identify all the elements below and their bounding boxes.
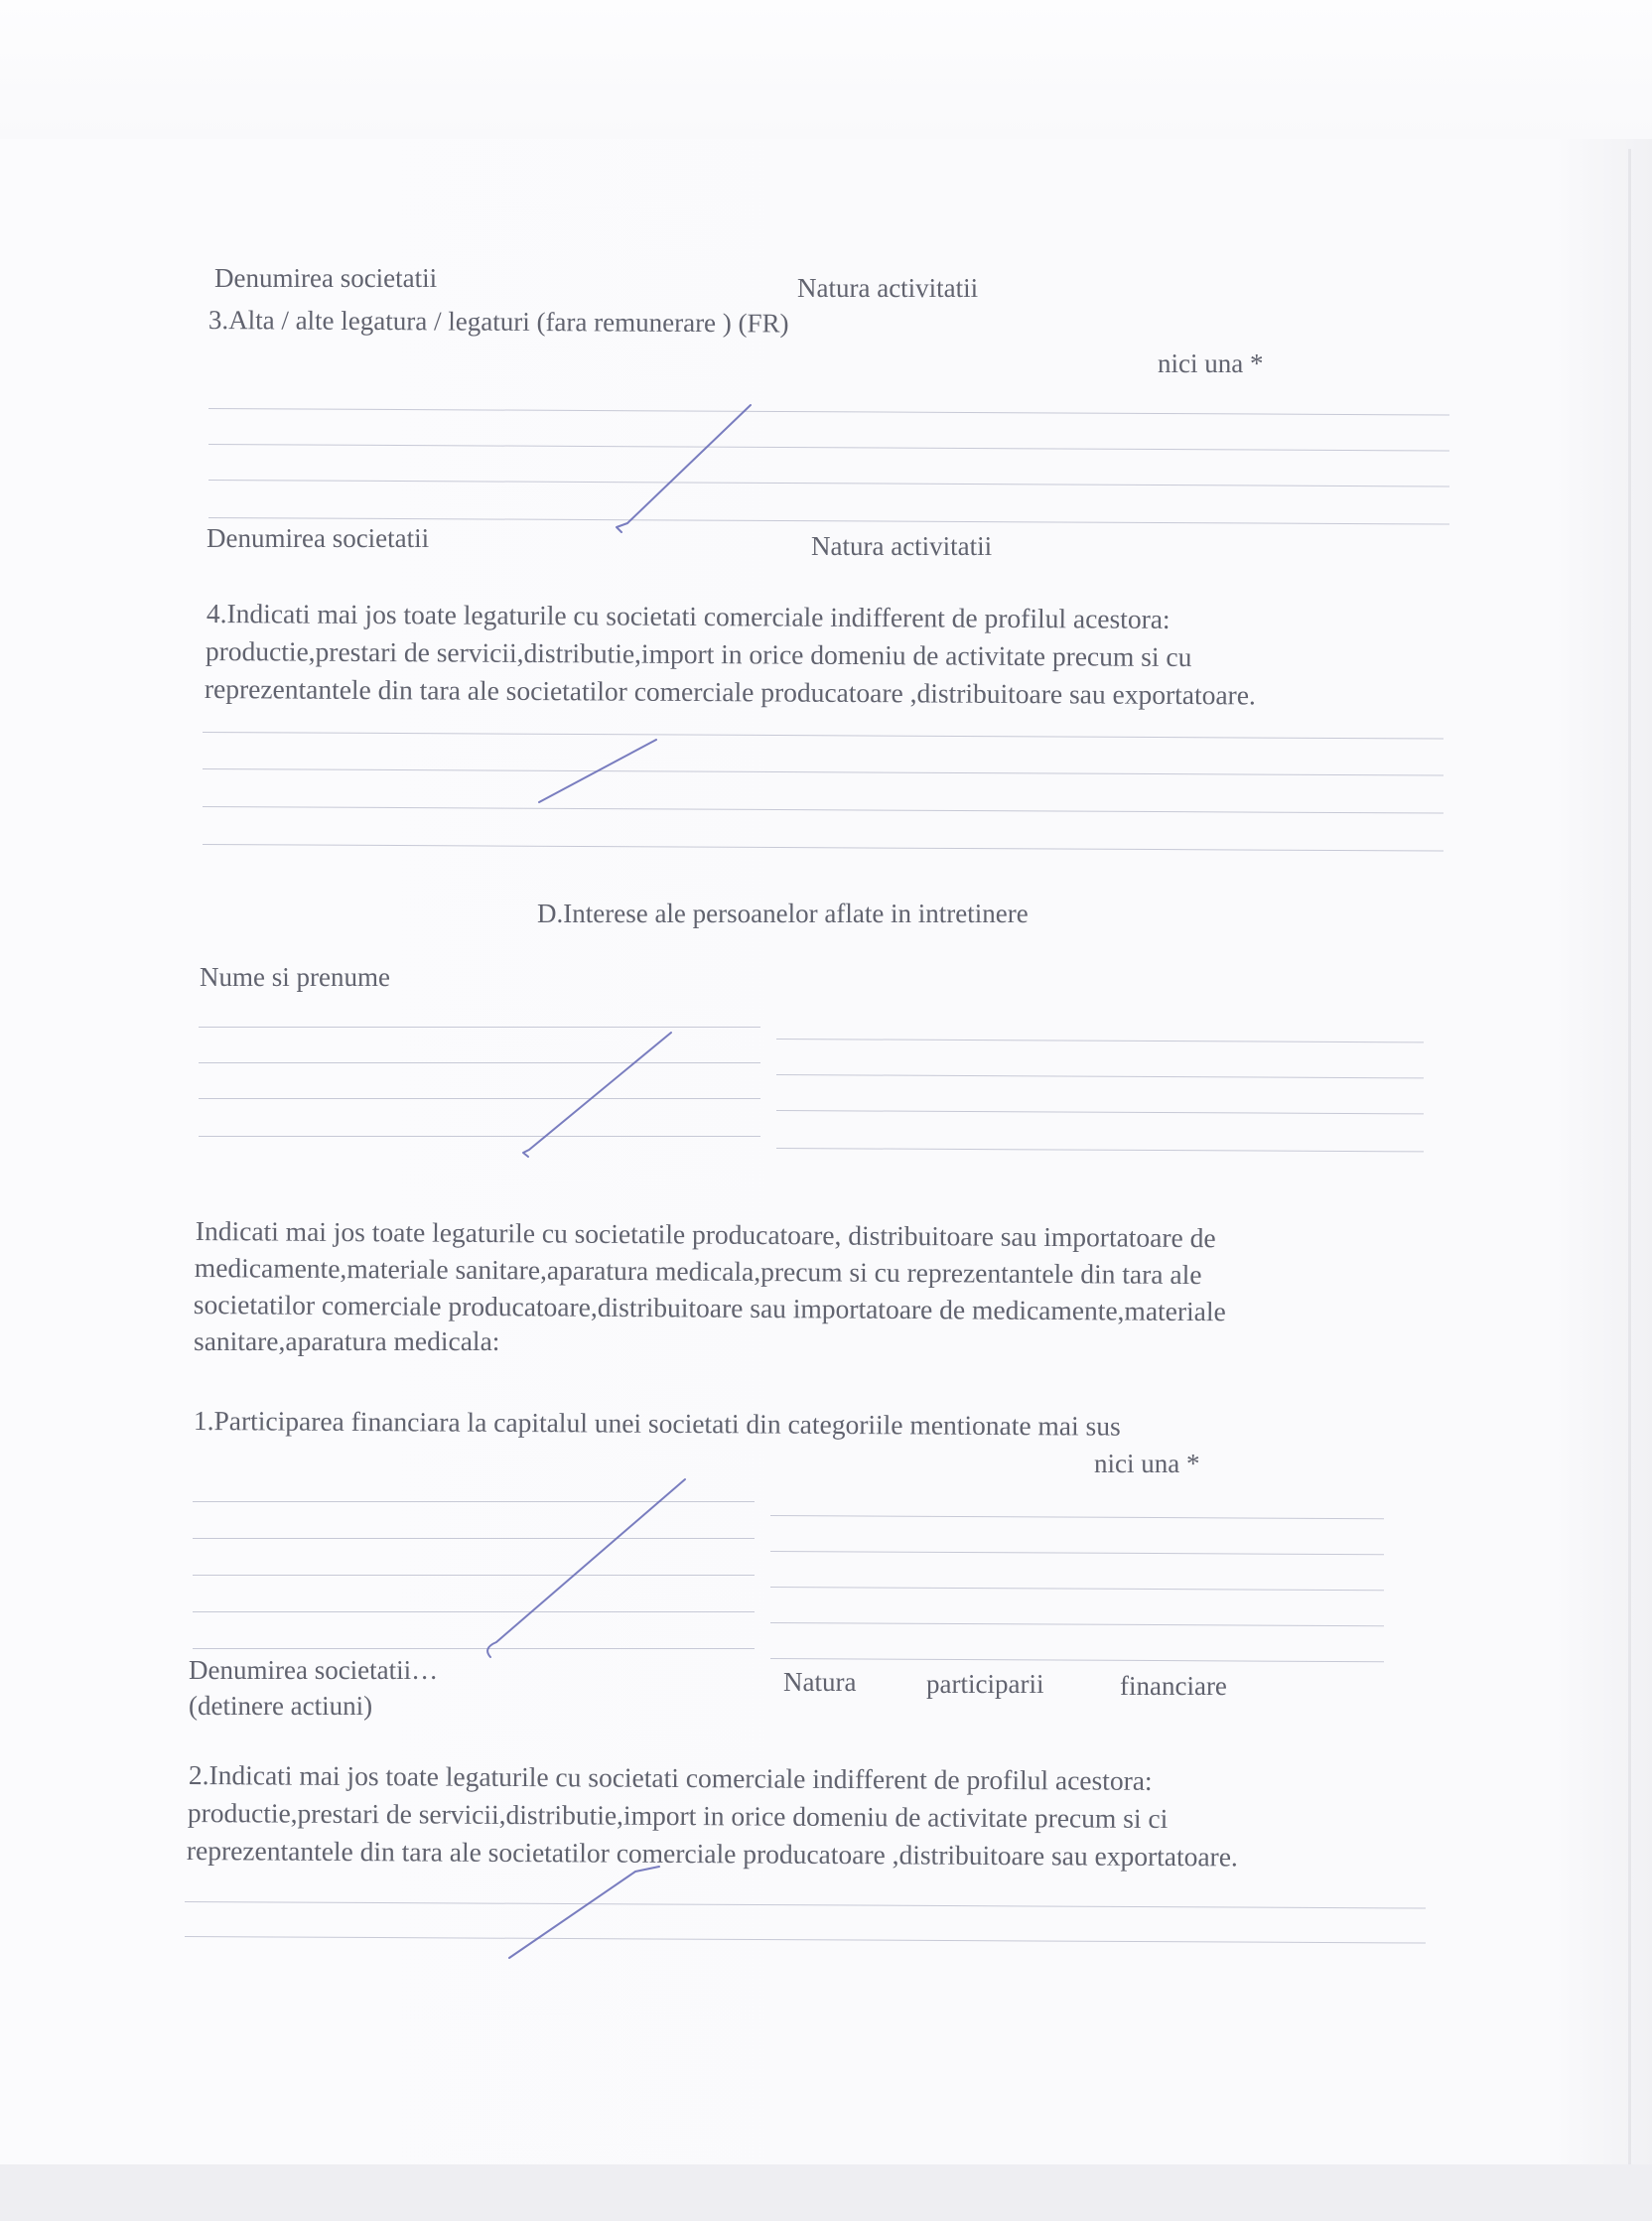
footer-label-company-name-ellipsis: Denumirea societatii… bbox=[189, 1655, 439, 1685]
none-note-medical-1: nici una * bbox=[1094, 1449, 1200, 1478]
section-c4-line-1: 4.Indicati mai jos toate legaturile cu societati comerciale indifferent de profilul acestora: bbox=[206, 597, 1170, 634]
medical-2-line-2: productie,prestari de servicii,distributie,import in orice domeniu de activitate precum si ci bbox=[187, 1797, 1169, 1835]
section-c3-title: 3.Alta / alte legatura / legaturi (fara remunerare ) (FR) bbox=[207, 304, 789, 339]
medical-1-title: 1.Participarea financiara la capitalul unei societati din categoriile mentionate mai sus bbox=[193, 1405, 1121, 1442]
footer-label-activity: Natura activitatii bbox=[811, 531, 993, 561]
medical-2-line-3: reprezentantele din tara ale societatilor comerciale producatoare ,distribuitoare sau exportatoare. bbox=[186, 1835, 1238, 1873]
medical-intro-line-4: sanitare,aparatura medicala: bbox=[194, 1325, 500, 1356]
label-name-surname: Nume si prenume bbox=[200, 962, 390, 992]
medical-2-line-1: 2.Indicati mai jos toate legaturile cu societati comerciale indifferent de profilul acestora: bbox=[188, 1759, 1153, 1796]
col-label-company-name: Denumirea societatii bbox=[214, 263, 438, 293]
none-note-c3: nici una * bbox=[1158, 348, 1264, 378]
pen-strike-mark bbox=[487, 1479, 685, 1657]
medical-intro-line-1: Indicati mai jos toate legaturile cu societatile producatoare, distribuitoare sau importatoare de bbox=[195, 1215, 1216, 1254]
footer-label-nature: Natura bbox=[783, 1667, 857, 1697]
pen-strike-mark bbox=[523, 1033, 671, 1157]
footer-label-financial: financiare bbox=[1120, 1671, 1227, 1701]
pen-strike-mark bbox=[617, 405, 751, 532]
section-c4-line-3: reprezentantele din tara ale societatilor comerciale producatoare ,distribuitoare sau exportatoare. bbox=[204, 672, 1256, 711]
pen-strike-mark bbox=[539, 740, 656, 802]
section-d-heading: D.Interese ale persoanelor aflate in intretinere bbox=[537, 899, 1029, 928]
section-c4-line-2: productie,prestari de servicii,distributie,import in orice domeniu de activitate precum si cu bbox=[205, 634, 1192, 673]
footer-label-participation: participarii bbox=[926, 1669, 1044, 1699]
medical-intro-line-3: societatilor comerciale producatoare,distribuitoare sau importatoare de medicamente,materiale bbox=[193, 1289, 1226, 1327]
pen-strike-mark bbox=[509, 1867, 659, 1958]
medical-intro-line-2: medicamente,materiale sanitare,aparatura medicala,precum si cu reprezentantele din tara ale bbox=[194, 1252, 1202, 1291]
footer-label-company-name: Denumirea societatii bbox=[206, 523, 430, 553]
col-label-activity: Natura activitatii bbox=[797, 273, 979, 303]
footer-label-share-holding: (detinere actiuni) bbox=[189, 1691, 373, 1721]
